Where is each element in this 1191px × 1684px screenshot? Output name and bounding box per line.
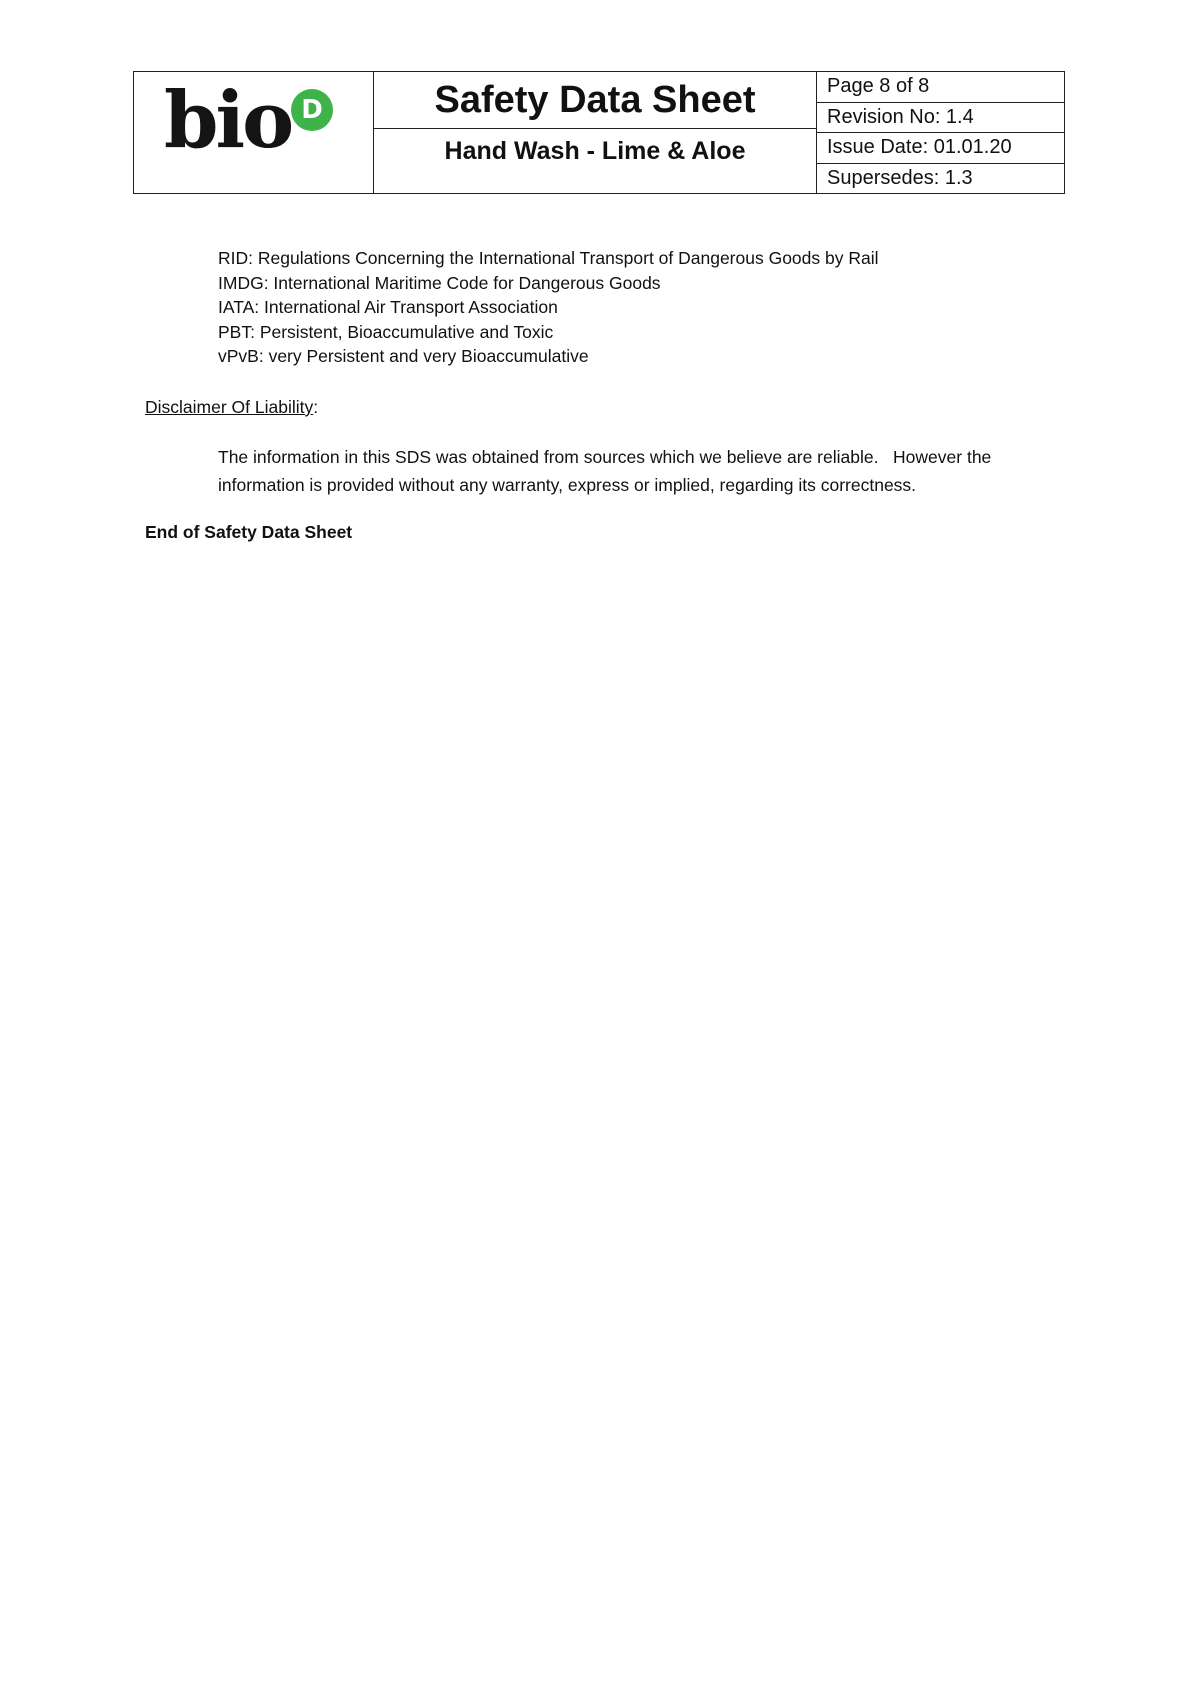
disclaimer-line: information is provided without any warranty, express or implied, regarding its correctness. — [218, 475, 917, 495]
title-cell — [374, 72, 817, 193]
supersedes: Supersedes: 1.3 — [827, 166, 973, 189]
logo-cell — [134, 72, 374, 193]
abbreviation-item: PBT: Persistent, Bioaccumulative and Toxic — [218, 321, 554, 342]
disclaimer-line: The information in this SDS was obtained from sources which we believe are reliable. However the — [218, 447, 992, 467]
disclaimer-body — [218, 443, 1058, 499]
page-number: Page 8 of 8 — [817, 72, 1064, 103]
product-name: Hand Wash - Lime & Aloe — [444, 137, 746, 165]
meta-cell — [817, 72, 1064, 193]
abbreviation-item: RID: Regulations Concerning the International Transport of Dangerous Goods by Rail — [218, 248, 879, 268]
biod-logo-text: bio — [164, 75, 292, 166]
disclaimer-heading-text: Disclaimer Of Liability — [145, 397, 314, 417]
disclaimer-heading — [145, 395, 318, 419]
issue-date: Issue Date: 01.01.20 — [817, 133, 1064, 164]
abbreviation-list — [218, 246, 879, 369]
abbreviation-item: IATA: International Air Transport Association — [218, 297, 558, 317]
biod-logo-badge: D — [291, 89, 333, 131]
end-of-sheet: End of Safety Data Sheet — [145, 522, 353, 542]
disclaimer-heading-colon: : — [313, 397, 319, 417]
sds-header — [133, 71, 1065, 194]
abbreviation-item: vPvB: very Persistent and very Bioaccumulative — [218, 346, 589, 366]
document-title: Safety Data Sheet — [374, 72, 816, 129]
abbreviation-item: IMDG: International Maritime Code for Dangerous Goods — [218, 272, 661, 293]
revision-number: Revision No: 1.4 — [817, 103, 1064, 134]
